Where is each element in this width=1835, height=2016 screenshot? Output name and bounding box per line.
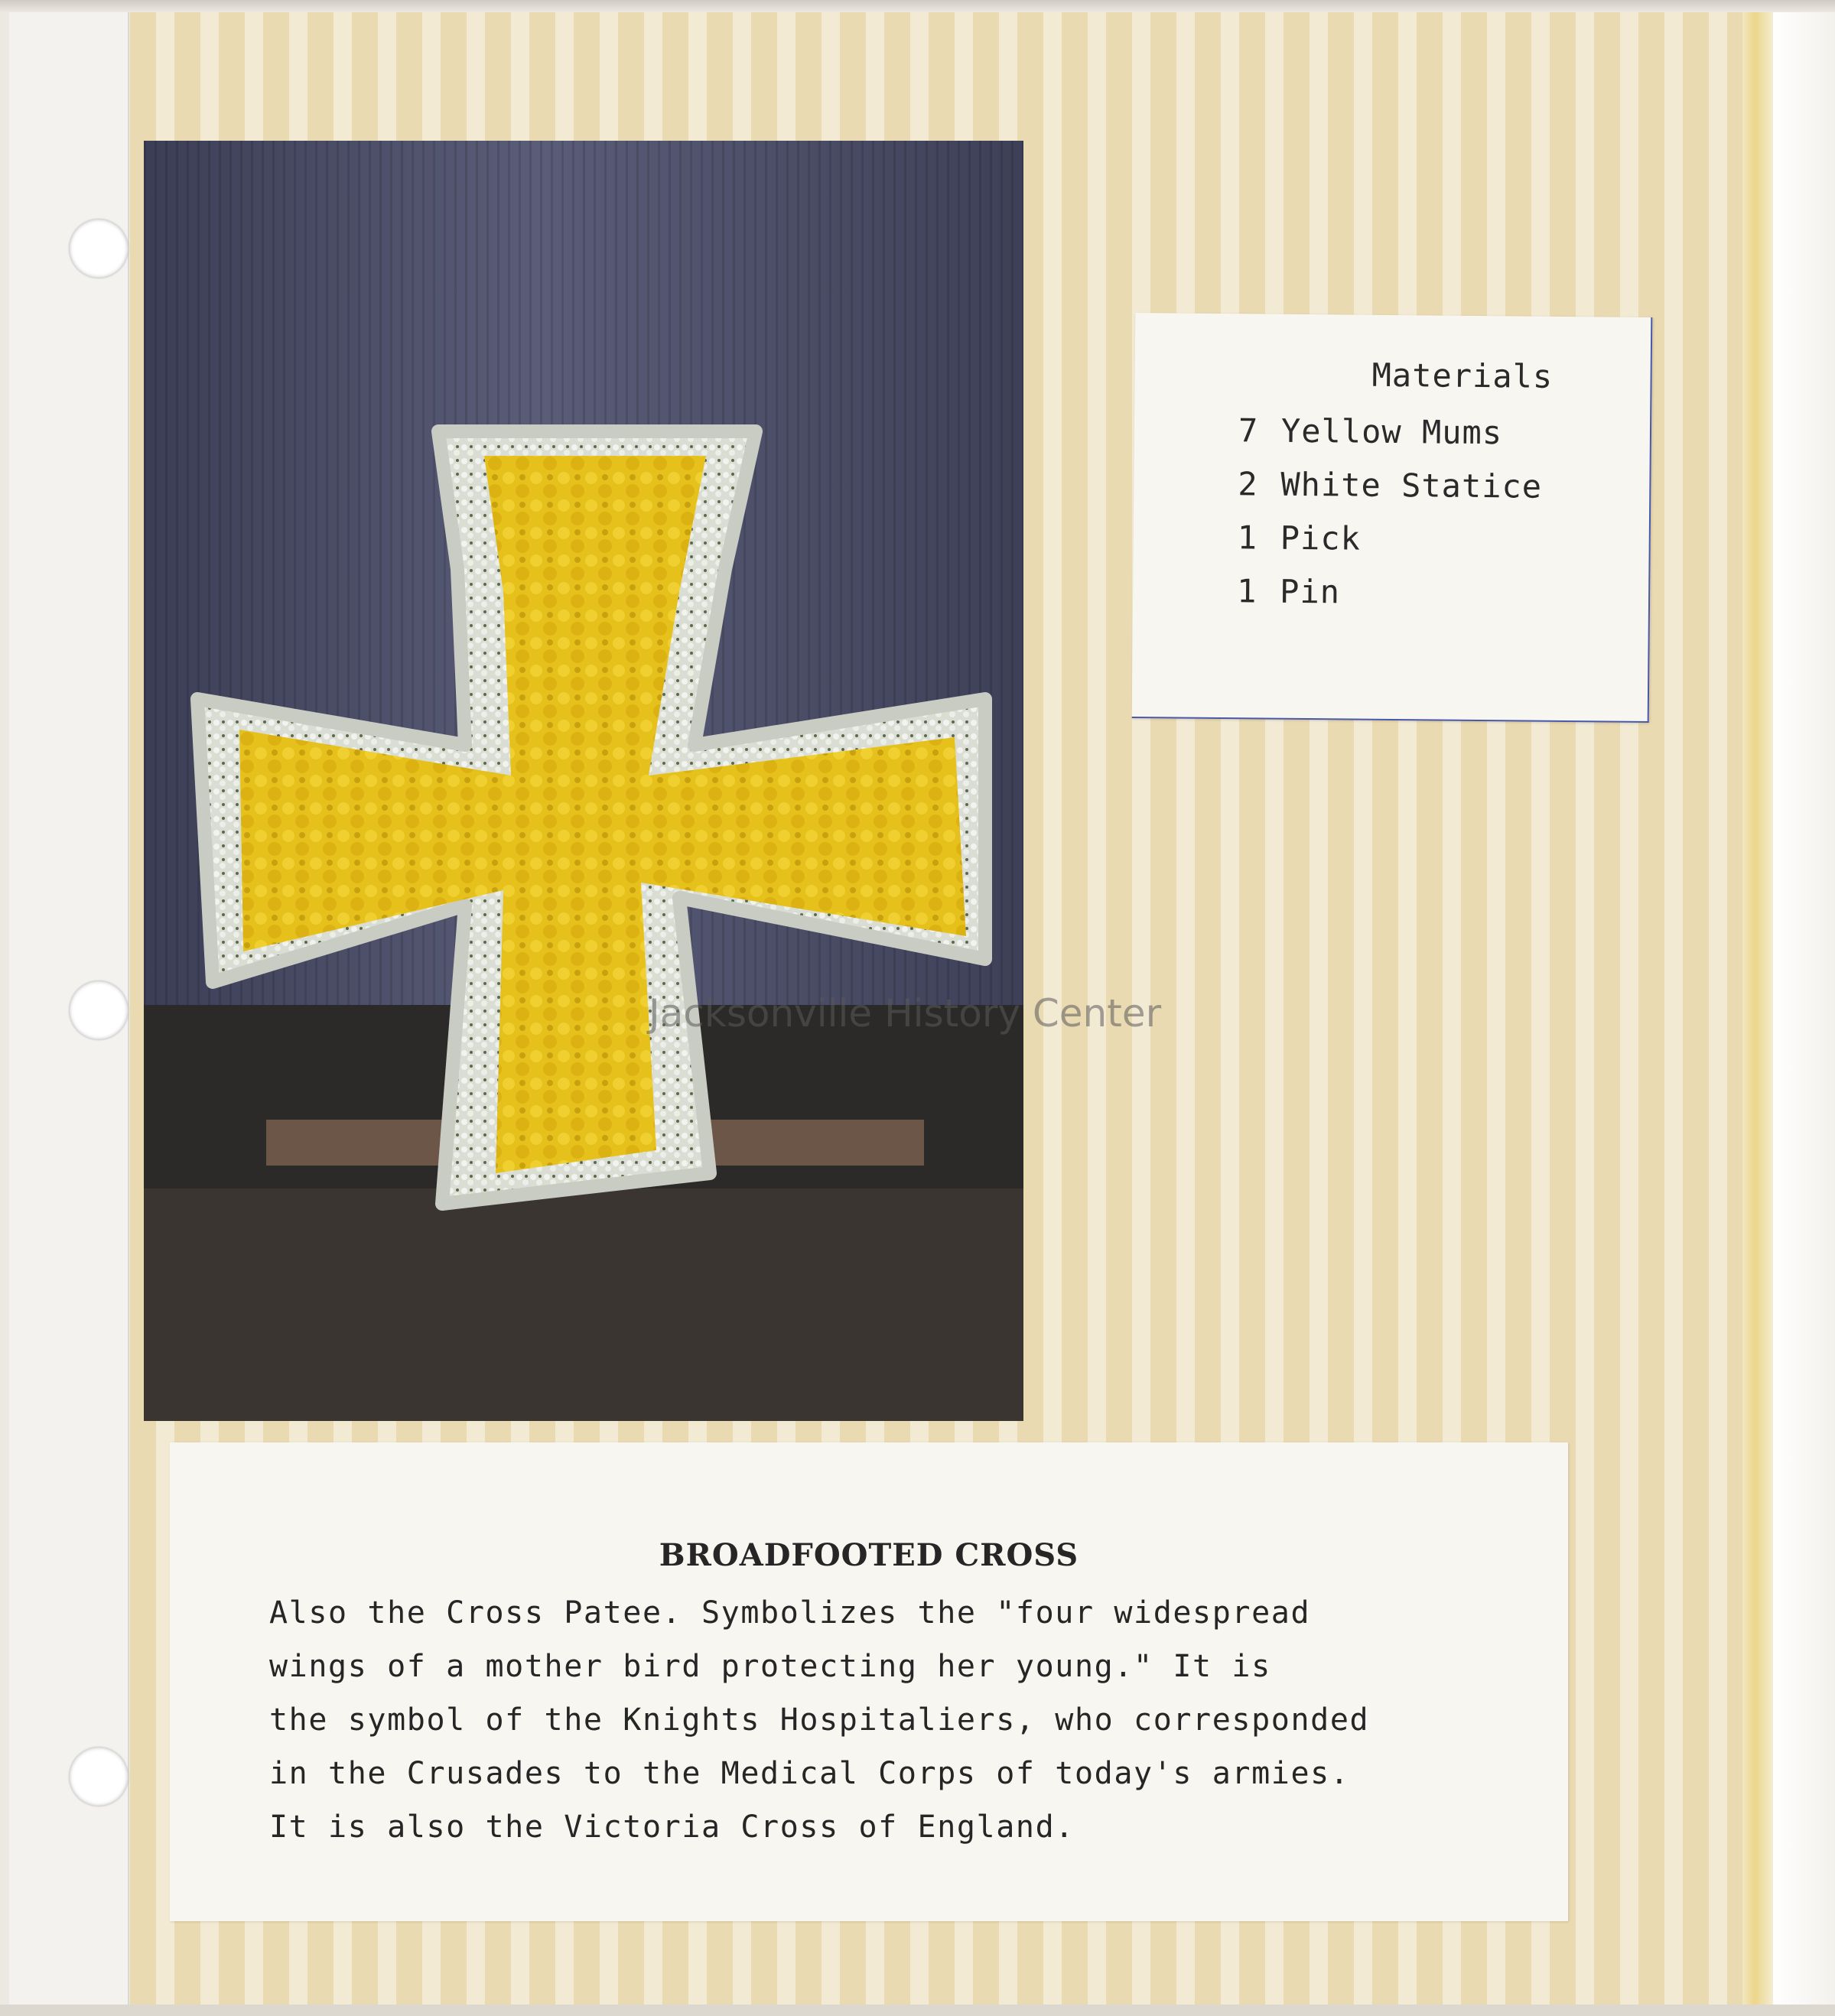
description-body [269,1586,1369,1854]
materials-card [1132,313,1653,723]
floral-cross-photo [144,141,1023,1421]
description-line: wings of a mother bird protecting her young." It is [269,1649,1271,1684]
list-item: 1 Pin [1236,572,1341,611]
watermark-text: Jacksonville History Center [649,991,1162,1036]
materials-title: Materials [1371,356,1554,395]
description-card [170,1442,1568,1921]
list-item: 1 Pick [1237,519,1362,558]
punch-hole-icon [69,980,129,1040]
scan-bottom-edge [0,2005,1835,2016]
punch-hole-icon [69,1747,129,1806]
list-item: 2 White Statice [1238,465,1543,506]
cross-patee-icon [144,141,1023,1421]
sheet-edge [1742,12,1773,2005]
description-title: BROADFOOTED CROSS [659,1537,1079,1573]
materials-list [1237,404,1543,620]
scan-right-edge [1773,12,1835,2016]
punch-hole-icon [69,219,129,278]
description-line: It is also the Victoria Cross of England. [269,1810,1075,1845]
binder-margin [9,12,129,2005]
description-line: in the Crusades to the Medical Corps of today's armies. [269,1756,1350,1791]
description-line: the symbol of the Knights Hospitaliers, who corresponded [269,1702,1370,1738]
list-item: 7 Yellow Mums [1238,411,1503,452]
scan-top-edge [0,0,1835,12]
description-line: Also the Cross Patee. Symbolizes the "four widespread [269,1595,1311,1631]
